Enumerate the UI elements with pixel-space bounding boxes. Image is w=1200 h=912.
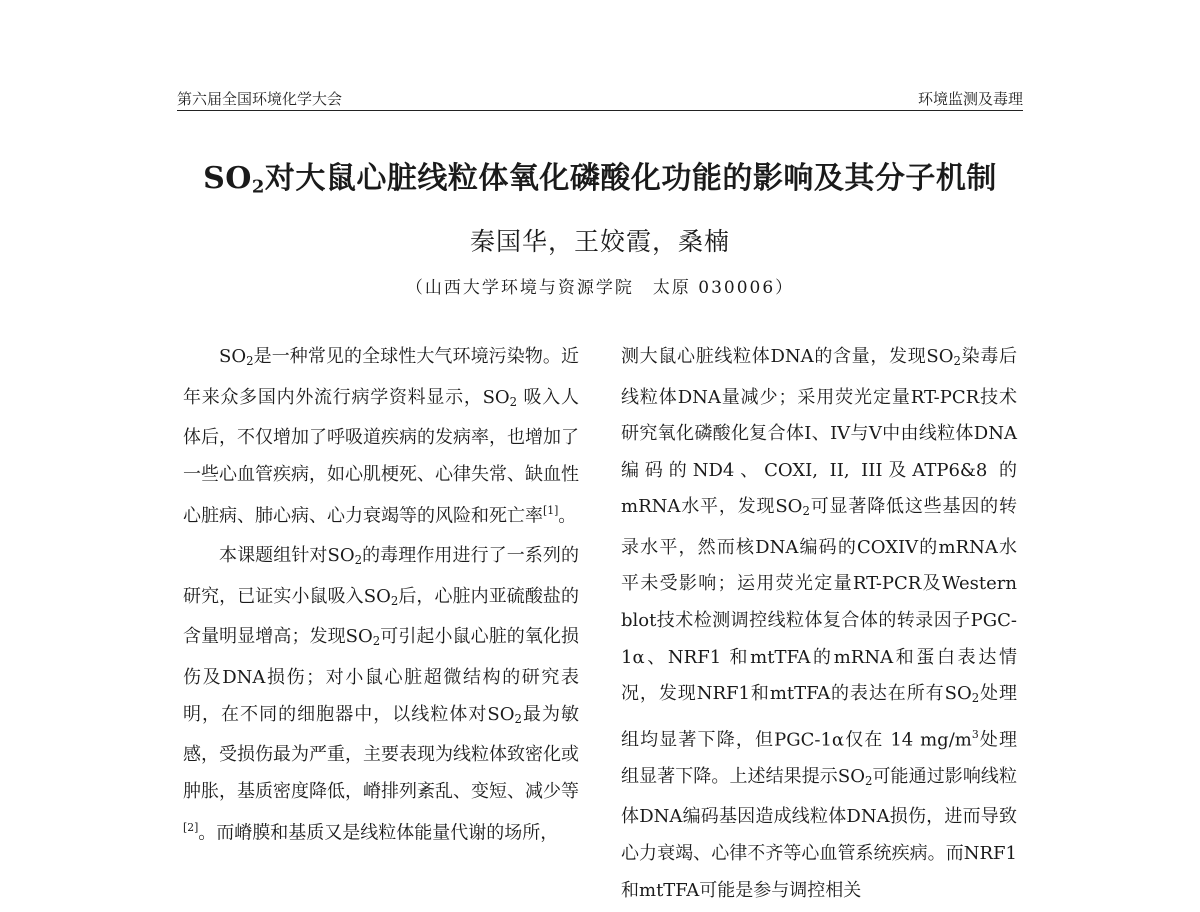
paper-title: $SO_2$对大鼠心脏线粒体氧化磷酸化功能的影响及其分子机制 [203, 161, 997, 198]
section-name: 环境监测及毒理 [917, 90, 1023, 108]
paragraph-3: 测大鼠心脏线粒体DNA的含量，发现$SO_2$染毒后线粒体DNA量减少；采用荧光定量RT-PCR技术研究氧化磷酸化复合体I、IV与V中由线粒体DNA编码的ND4、COXI, II, III及ATP6&8 的mRNA水平，发现$SO_2$可显著降低这些基因的转录水平，然而核DNA编码的COXIV的mRNA水平未受影响；运用荧光定量RT-PCR及Western blot技术检测调控线粒体复合体的转录因子PGC-1α、NRF1 和mtTFA的mRNA和蛋白表达情况，发现NRF1和mtTFA的表达在所有$SO_2$处理组均显著下降，但PGC-1α仅在 14 $mg/m^3$处理组显著下降。上述结果提示$SO_2$可能通过影响线粒体DNA编码基因造成线粒体DNA损伤，进而导致心力衰竭、心律不齐等心血管系统疾病。而NRF1 和mtTFA可能是参与调控相关 [621, 346, 1018, 901]
paragraph-1: $SO_2$是一种常见的全球性大气环境污染物。近年来众多国内外流行病学资料显示，$SO_2$ 吸入人体后，不仅增加了呼吸道疾病的发病率，也增加了一些心血管疾病，如心肌梗死、心律失常、缺血性心脏病、肺心病、心力衰竭等的风险和死亡率[1]。 [183, 346, 579, 527]
citation-2: [2] [183, 821, 199, 835]
paragraph-2: 本课题组针对$SO_2$的毒理作用进行了一系列的研究，已证实小鼠吸入$SO_2$后，心脏内亚硫酸盐的含量明显增高；发现$SO_2$可引起小鼠心脏的氧化损伤及DNA损伤；对小鼠心脏超微结构的研究表明，在不同的细胞器中，以线粒体对$SO_2$最为敏感，受损伤最为严重，主要表现为线粒体致密化或肿胀，基质密度降低，嵴排列紊乱、变短、减少等[2]。而嵴膜和基质又是线粒体能量代谢的场所， [183, 545, 579, 844]
running-header [177, 86, 1023, 111]
authors: 秦国华，王姣霞，桑楠 [469, 227, 730, 256]
right-column [621, 339, 1017, 912]
affiliation: （山西大学环境与资源学院 太原 030006） [405, 278, 795, 298]
citation-1: [1] [543, 504, 559, 518]
left-column [183, 339, 579, 855]
conference-name: 第六届全国环境化学大会 [177, 90, 343, 108]
